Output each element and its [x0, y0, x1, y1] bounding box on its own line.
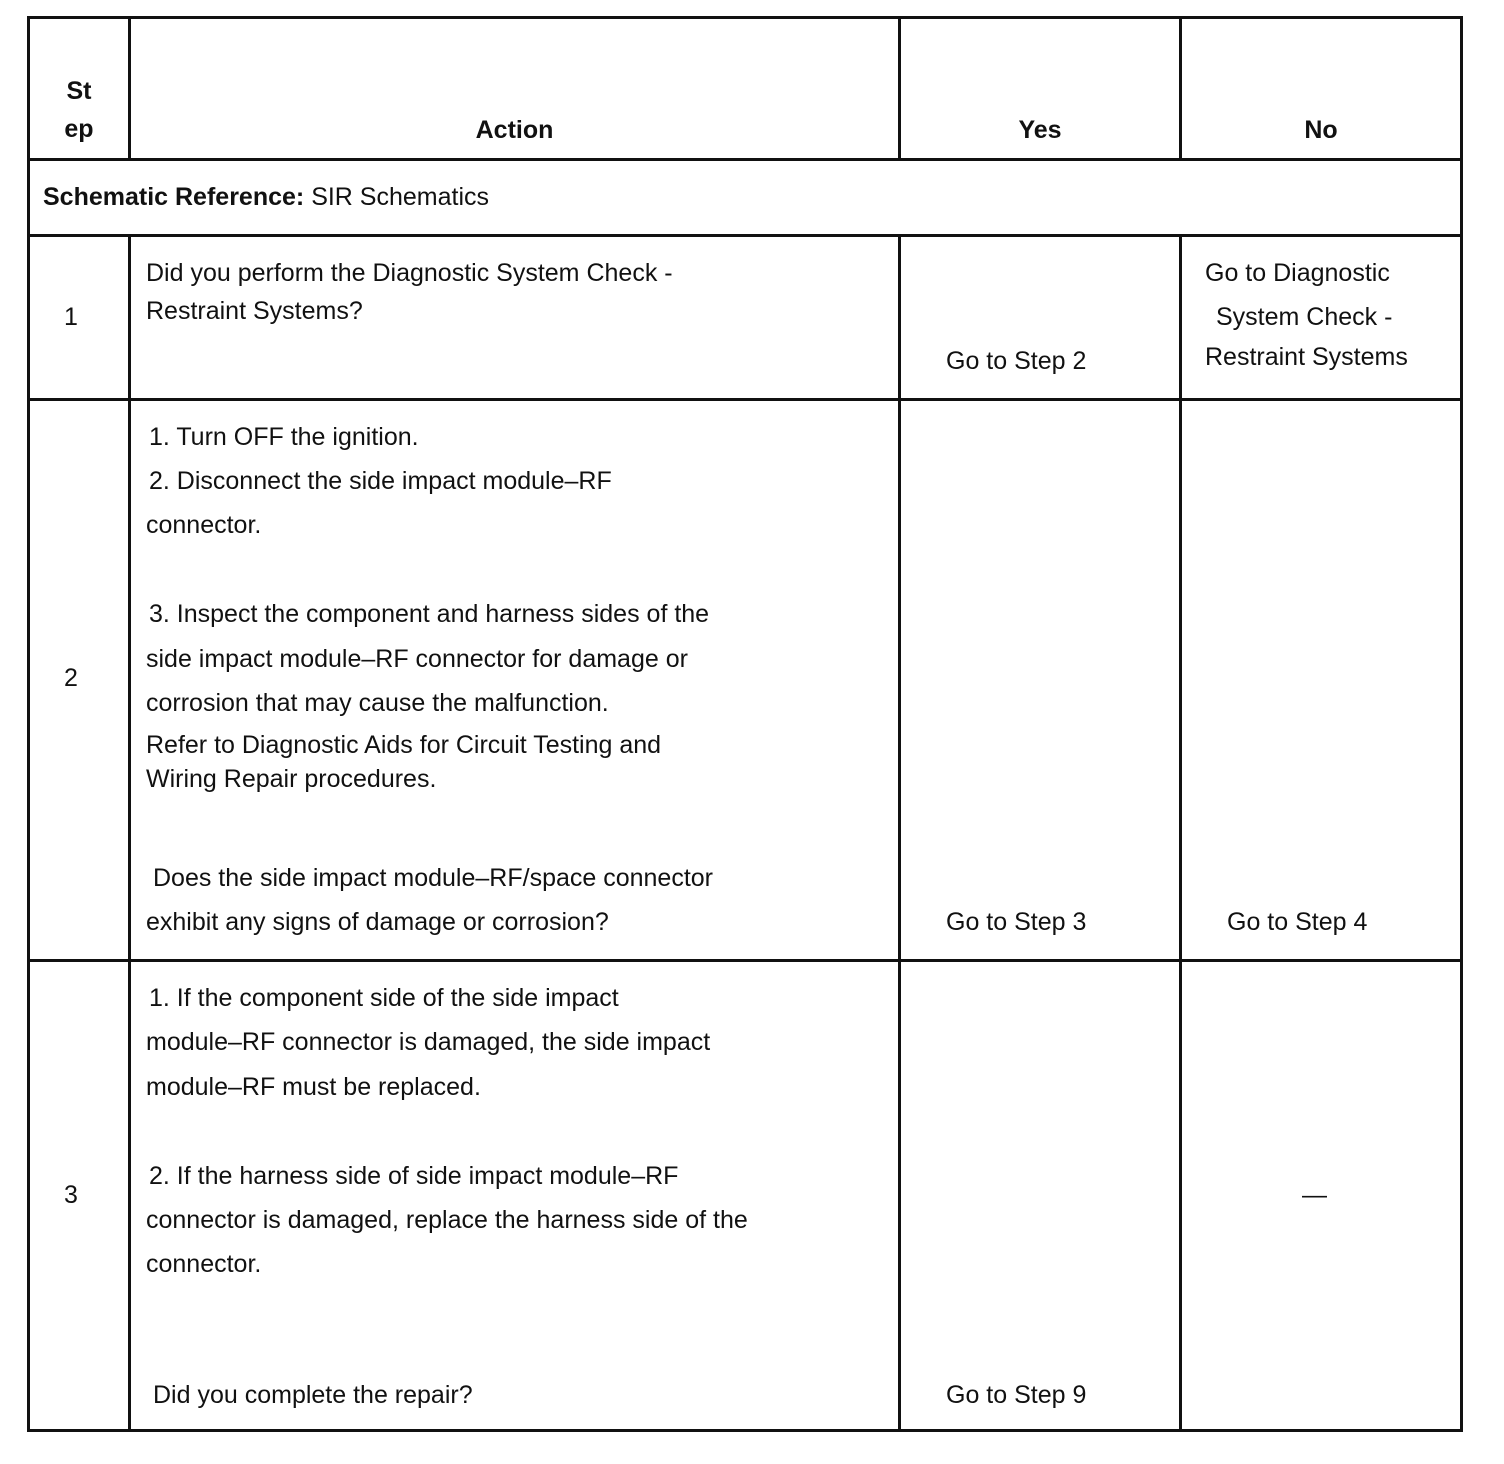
table-border-right: [1460, 16, 1463, 1432]
action-line: Restraint Systems?: [146, 297, 363, 325]
action-line: module–RF must be replaced.: [146, 1073, 481, 1101]
diagnostic-table: [27, 16, 1463, 1432]
step-number: 2: [64, 664, 78, 692]
action-line: 2. If the harness side of side impact module–RF: [149, 1162, 679, 1190]
action-line: 1. Turn OFF the ignition.: [149, 423, 419, 451]
no-result: Go to Step 4: [1227, 908, 1368, 936]
action-line: 1. If the component side of the side impact: [149, 984, 619, 1012]
action-line: 3. Inspect the component and harness sides of the: [149, 600, 710, 628]
column-divider: [1179, 234, 1182, 1432]
header-yes: Yes: [1018, 116, 1062, 144]
action-line: Did you perform the Diagnostic System Check -: [146, 259, 673, 287]
step-number: 1: [64, 303, 78, 331]
action-line: Refer to Diagnostic Aids for Circuit Testing and: [146, 731, 662, 759]
yes-result: Go to Step 3: [946, 908, 1087, 936]
action-line: connector is damaged, replace the harness side of the: [146, 1206, 748, 1234]
header-divider: [27, 158, 1463, 161]
header-no: No: [1304, 116, 1338, 144]
action-line: 2. Disconnect the side impact module–RF: [149, 467, 612, 495]
action-line: connector.: [146, 511, 262, 539]
schematic-reference-value: SIR Schematics: [311, 183, 490, 211]
action-line: Did you complete the repair?: [153, 1381, 473, 1409]
action-line: Wiring Repair procedures.: [146, 765, 437, 793]
yes-result: Go to Step 9: [946, 1381, 1087, 1409]
no-result-line: Restraint Systems: [1205, 343, 1408, 371]
schematic-reference: [43, 182, 489, 212]
action-line: Does the side impact module–RF/space connector: [153, 864, 714, 892]
no-result: —: [1302, 1181, 1327, 1209]
table-border-top: [27, 16, 1463, 19]
table-border-left: [27, 16, 30, 1432]
step-number: 3: [64, 1181, 78, 1209]
no-result-line: System Check -: [1216, 303, 1393, 331]
action-line: side impact module–RF connector for damage or: [146, 645, 688, 673]
no-result-line: Go to Diagnostic: [1205, 259, 1390, 287]
schematic-divider: [27, 234, 1463, 237]
table-border-bottom: [27, 1429, 1463, 1432]
action-line: module–RF connector is damaged, the side impact: [146, 1028, 711, 1056]
action-line: corrosion that may cause the malfunction.: [146, 689, 609, 717]
column-divider: [128, 234, 131, 1432]
row-divider: [27, 398, 1463, 401]
action-line: exhibit any signs of damage or corrosion?: [146, 908, 609, 936]
header-step: St ep: [64, 77, 94, 143]
header-action: Action: [475, 116, 554, 144]
action-line: connector.: [146, 1250, 262, 1278]
column-divider: [898, 234, 901, 1432]
row-divider: [27, 959, 1463, 962]
schematic-reference-label: Schematic Reference:: [43, 183, 305, 211]
yes-result: Go to Step 2: [946, 347, 1087, 375]
